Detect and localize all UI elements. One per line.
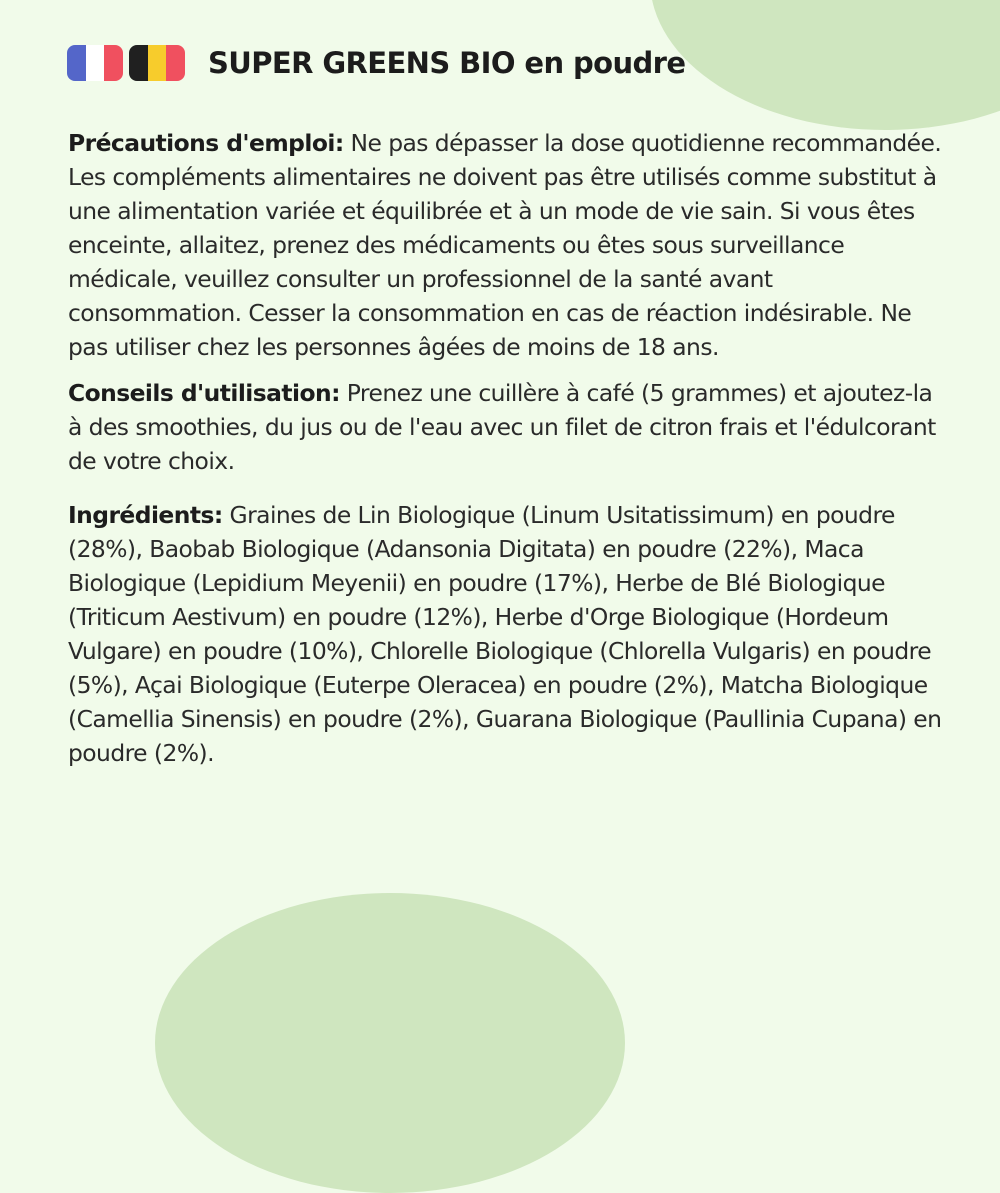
precautions-text: Ne pas dépasser la dose quotidienne recommandée. Les compléments alimentaires ne doivent pas être utilisés comme substitut à une alimentation variée et équilibrée et à un mode de vie sain. Si vous êtes enceinte, allaitez, prenez des médicaments ou êtes sous surveillance médicale, veuillez consulter un professionnel de la santé avant consommation. Cesser la consommation en cas de réaction indésirable. Ne pas utiliser chez les personnes âgées de moins de 18 ans. bbox=[68, 129, 942, 361]
decorative-blob-bottom bbox=[155, 893, 625, 1193]
precautions-section bbox=[68, 126, 948, 364]
usage-text: Prenez une cuillère à café (5 grammes) et ajoutez-la à des smoothies, du jus ou de l'eau avec un filet de citron frais et l'édulcorant de votre choix. bbox=[68, 379, 936, 475]
decorative-blob-top bbox=[650, 0, 1000, 130]
flag-stripe bbox=[166, 45, 185, 81]
flag-stripe bbox=[104, 45, 123, 81]
header bbox=[67, 44, 685, 82]
flag-stripe bbox=[129, 45, 148, 81]
belgium-flag-icon bbox=[129, 45, 185, 81]
usage-section bbox=[68, 376, 948, 478]
ingredients-label: Ingrédients: bbox=[68, 501, 223, 529]
page-title: SUPER GREENS BIO en poudre bbox=[208, 46, 686, 80]
france-flag-icon bbox=[67, 45, 123, 81]
flag-stripe bbox=[86, 45, 105, 81]
flag-stripe bbox=[148, 45, 167, 81]
ingredients-section bbox=[68, 498, 948, 770]
ingredients-text: Graines de Lin Biologique (Linum Usitatissimum) en poudre (28%), Baobab Biologique (Adansonia Digitata) en poudre (22%), Maca Biologique (Lepidium Meyenii) en poudre (17%), Herbe de Blé Biologique (Triticum Aestivum) en poudre (12%), Herbe d'Orge Biologique (Hordeum Vulgare) en poudre (10%), Chlorelle Biologique (Chlorella Vulgaris) en poudre (5%), Açai Biologique (Euterpe Oleracea) en poudre (2%), Matcha Biologique (Camellia Sinensis) en poudre (2%), Guarana Biologique (Paullinia Cupana) en poudre (2%). bbox=[68, 501, 942, 767]
flag-stripe bbox=[67, 45, 86, 81]
precautions-label: Précautions d'emploi: bbox=[68, 129, 344, 157]
main-content bbox=[68, 126, 948, 770]
usage-label: Conseils d'utilisation: bbox=[68, 379, 340, 407]
